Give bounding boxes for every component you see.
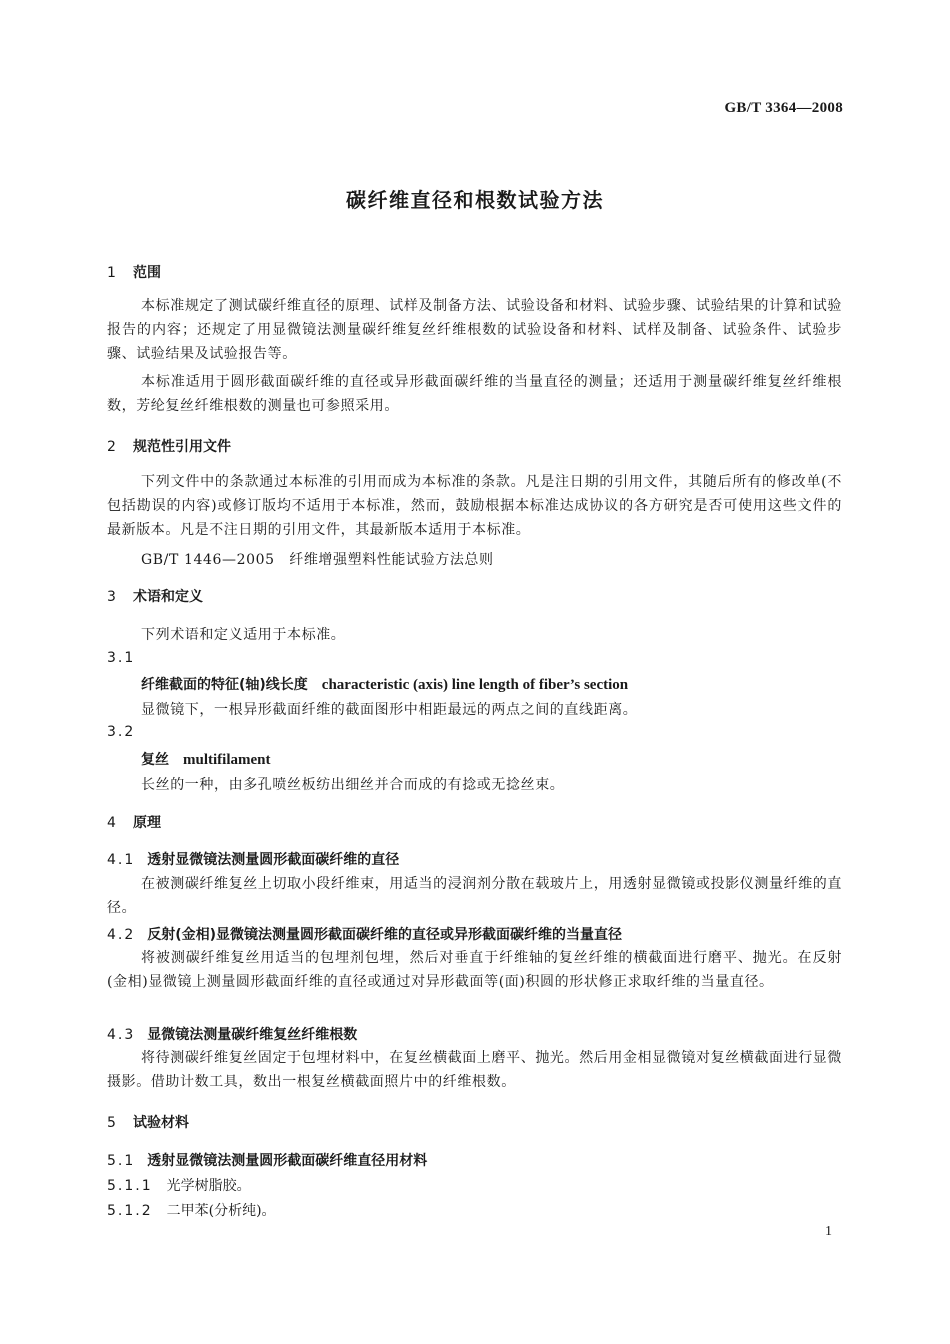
list-item: [107, 1200, 276, 1220]
section-2-paragraph: 下列文件中的条款通过本标准的引用而成为本标准的条款。凡是注日期的引用文件，其随后所有的修改单(不包括勘误的内容)或修订版均不适用于本标准，然而，鼓励根据本标准达成协议的各方研究是否可使用这些文件的最新版本。凡是不注日期的引用文件，其最新版本适用于本标准。: [107, 474, 842, 538]
normative-reference: GB/T 1446—2005 纤维增强塑料性能试验方法总则: [141, 552, 494, 568]
clause-number: 4.2: [107, 927, 136, 943]
item-number: 5.1.1: [107, 1178, 153, 1194]
section-title: 范围: [133, 265, 161, 281]
clause-4-1-text: 在被测碳纤维复丝上切取小段纤维束，用适当的浸润剂分散在载玻片上，用透射显微镜或投影仪测量纤维的直径。: [107, 876, 842, 916]
page-number: 1: [825, 1224, 832, 1239]
term-heading: [141, 749, 271, 769]
term-definition: 长丝的一种，由多孔喷丝板纺出细丝并合而成的有捻或无捻丝束。: [141, 777, 565, 793]
section-title: 规范性引用文件: [133, 439, 231, 455]
section-1-heading: [107, 262, 161, 282]
section-3-heading: [107, 586, 203, 606]
section-2-heading: [107, 436, 231, 456]
clause-title: 透射显微镜法测量圆形截面碳纤维的直径: [147, 852, 400, 868]
clause-number: 4.1: [107, 852, 136, 868]
term-definition: 显微镜下，一根异形截面纤维的截面图形中相距最远的两点之间的直线距离。: [141, 702, 638, 718]
section-title: 术语和定义: [133, 589, 203, 605]
terms-intro: 下列术语和定义适用于本标准。: [141, 627, 346, 643]
term-number: 3.1: [107, 650, 136, 666]
section-1-paragraph-2: 本标准适用于圆形截面碳纤维的直径或异形截面碳纤维的当量直径的测量；还适用于测量碳纤维复丝纤维根数，芳纶复丝纤维根数的测量也可参照采用。: [107, 374, 842, 414]
section-number: 4: [107, 815, 116, 831]
term-number: 3.2: [107, 724, 136, 740]
clause-4-2-heading: [107, 924, 622, 944]
clause-4-3-text: 将待测碳纤维复丝固定于包埋材料中，在复丝横截面上磨平、抛光。然后用金相显微镜对复丝横截面进行显微摄影。借助计数工具，数出一根复丝横截面照片中的纤维根数。: [107, 1050, 842, 1090]
section-number: 3: [107, 589, 116, 605]
term-en: characteristic (axis) line length of fiber’s section: [321, 677, 629, 693]
item-number: 5.1.2: [107, 1203, 153, 1219]
clause-number: 5.1: [107, 1153, 136, 1169]
section-title: 试验材料: [133, 1115, 189, 1131]
clause-4-2-text: 将被测碳纤维复丝用适当的包埋剂包埋，然后对垂直于纤维轴的复丝纤维的横截面进行磨平、抛光。在反射(金相)显微镜上测量圆形截面纤维的直径或通过对异形截面等(面)积圆的形状修正求取纤维的当量直径。: [107, 950, 842, 990]
section-4-heading: [107, 812, 161, 832]
section-number: 5: [107, 1115, 116, 1131]
clause-5-1-heading: [107, 1150, 427, 1170]
clause-title: 透射显微镜法测量圆形截面碳纤维直径用材料: [147, 1153, 428, 1169]
clause-number: 4.3: [107, 1027, 136, 1043]
item-text: 二甲苯(分析纯)。: [166, 1203, 276, 1219]
standard-number: GB/T 3364—2008: [724, 100, 843, 116]
term-zh: 纤维截面的特征(轴)线长度: [141, 677, 308, 693]
clause-4-3-heading: [107, 1024, 357, 1044]
clause-title: 显微镜法测量碳纤维复丝纤维根数: [147, 1027, 358, 1043]
clause-title: 反射(金相)显微镜法测量圆形截面碳纤维的直径或异形截面碳纤维的当量直径: [147, 927, 623, 943]
section-number: 1: [107, 265, 116, 281]
section-1-paragraph-1: 本标准规定了测试碳纤维直径的原理、试样及制备方法、试验设备和材料、试验步骤、试验结果的计算和试验报告的内容；还规定了用显微镜法测量碳纤维复丝纤维根数的试验设备和材料、试样及制备、试验条件、试验步骤、试验结果及试验报告等。: [107, 298, 842, 362]
page-title: 碳纤维直径和根数试验方法: [346, 188, 604, 212]
section-number: 2: [107, 439, 116, 455]
term-heading: [141, 674, 628, 694]
item-text: 光学树脂胶。: [166, 1178, 251, 1194]
term-en: multifilament: [183, 752, 271, 768]
section-5-heading: [107, 1112, 189, 1132]
section-title: 原理: [133, 815, 161, 831]
term-zh: 复丝: [141, 752, 169, 768]
clause-4-1-heading: [107, 849, 399, 869]
list-item: [107, 1175, 251, 1195]
